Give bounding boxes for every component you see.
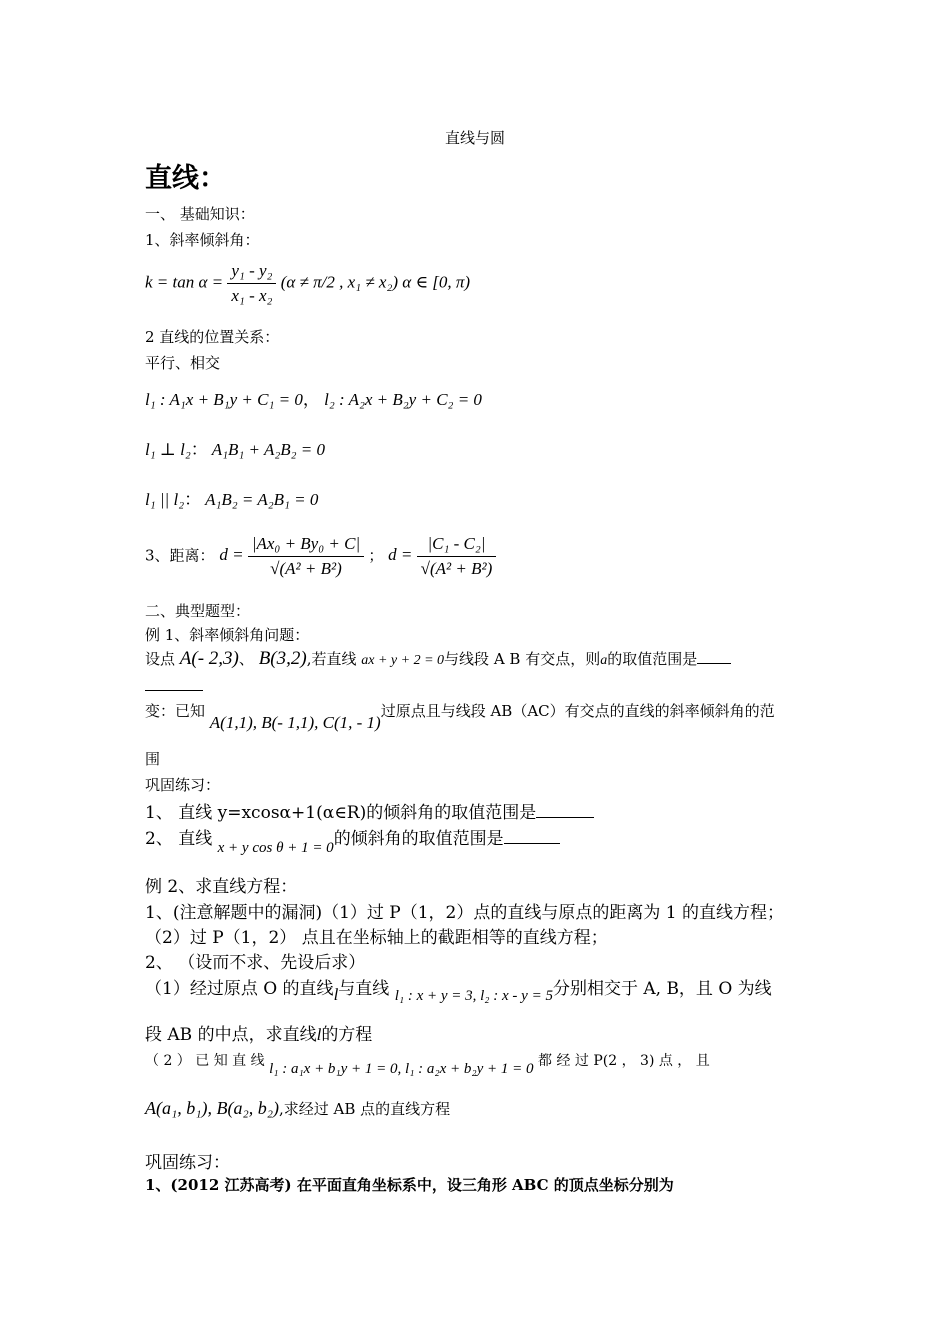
slope-fraction — [227, 260, 276, 307]
line-equations — [145, 385, 482, 410]
var-a: 变：已知 — [145, 702, 206, 720]
example2-q2: 2、 （设而不求、先设后求） — [145, 953, 366, 973]
ex1-a: 设点 — [145, 650, 176, 668]
distance-fraction-2 — [417, 533, 497, 580]
ex2-2a-c: 分别相交于 A, B，且 O 为线 — [552, 979, 772, 999]
position-title: 2 直线的位置关系： — [145, 328, 280, 346]
practice1-q2-b: 的倾斜角的取值范围是 — [333, 829, 504, 849]
practice2-title: 巩固练习： — [145, 1153, 230, 1173]
ex2-2b-points: A(a₁, b₁), B(a₂, b₂) — [145, 1098, 279, 1118]
basics-title: 一、 基础知识： — [145, 205, 255, 223]
ex2-2b-b: 都 经 过 P(2 ， 3) 点 ， 且 — [538, 1053, 710, 1069]
practice2-q1: 1、(2012 江苏高考) 在平面直角坐标系中，设三角形 ABC 的顶点坐标分别为 — [145, 1176, 674, 1194]
distance-lhs-2: d = — [388, 545, 413, 565]
answer-blank-continued — [145, 690, 203, 691]
parallel-condition — [145, 485, 318, 510]
slope-condition: (α ≠ π/2 , x₁ ≠ x₂) — [280, 272, 399, 292]
ex2-2a-d: 段 AB 的中点，求直线 — [145, 1025, 317, 1045]
ex1-c: 与线段 A B 有交点，则 — [444, 650, 601, 668]
distance-formula-parallel — [388, 534, 496, 578]
ex1-sep: 、 — [238, 650, 254, 668]
practice1-q1-text: 1、 直线 y=xcosα+1(α∈R)的倾斜角的取值范围是 — [145, 803, 537, 823]
slope-lhs: k = tan α = — [145, 272, 224, 292]
slope-numerator: y₁ - y₂ — [227, 260, 276, 284]
slope-range: α ∈ [0, π) — [402, 272, 471, 292]
example2-q1-part2: （2）过 P（1，2） 点且在坐标轴上的截距相等的直线方程； — [145, 928, 608, 948]
answer-blank — [697, 663, 731, 664]
typical-problems-title: 二、典型题型： — [145, 602, 251, 620]
ex2-2a-b: 与直线 — [338, 979, 390, 999]
line-l: l — [316, 1025, 322, 1044]
line-equation: ax + y + 2 = 0 — [361, 653, 445, 668]
example2-q2-part1-end — [145, 1020, 372, 1045]
perpendicular-lhs: l₁ ⊥ l₂ — [145, 440, 191, 459]
distance-denominator: √(A² + B²) — [270, 559, 342, 578]
line-l1-equation: l₁ : A₁x + B₁y + C₁ = 0 — [145, 390, 303, 409]
ex1-b: ,若直线 — [306, 650, 357, 668]
colon: ： — [184, 490, 202, 509]
example2-q2-part2-end — [145, 1098, 450, 1119]
practice1-title: 巩固练习： — [145, 776, 221, 794]
ex2-2b-formula: l₁ : a₁x + b₁y + 1 = 0, l₁ : a₂x + b₂y + 1 = 0 — [269, 1061, 534, 1077]
variation-points: A(1,1), B(- 1,1), C(1, - 1) — [209, 713, 381, 732]
variation-text-end: 围 — [145, 750, 161, 768]
distance-lhs: d = — [219, 545, 244, 565]
point-a: A(- 2,3) — [179, 648, 239, 669]
answer-blank — [536, 817, 594, 818]
ex2-2a-e: 的方程 — [321, 1025, 373, 1045]
line-l2-equation: l₂ : A₂x + B₂y + C₂ = 0 — [324, 390, 482, 409]
example2-q2-part1 — [145, 974, 772, 1004]
variation-text — [145, 700, 775, 732]
semicolon: ； — [368, 546, 384, 565]
distance-numerator-2: |C₁ - C₂| — [417, 533, 497, 557]
example2-title: 例 2、求直线方程： — [145, 877, 298, 897]
slope-formula — [145, 260, 470, 307]
distance-numerator: |Ax₀ + By₀ + C| — [248, 533, 364, 557]
position-subtitle: 平行、相交 — [145, 354, 221, 372]
distance-fraction — [248, 533, 364, 580]
practice1-q2 — [145, 824, 560, 856]
line-l: l — [333, 985, 339, 1004]
slope-denominator: x₁ - x₂ — [231, 286, 273, 305]
parallel-rhs: A₁B₂ = A₂B₁ = 0 — [205, 490, 319, 509]
ex2-2a-formula: l₁ : x + y = 3, l₂ : x - y = 5 — [394, 988, 553, 1004]
slope-title: 1、斜率倾斜角： — [145, 231, 260, 249]
var-b: 过原点且与线段 AB（AC）有交点的直线的斜率倾斜角的范 — [380, 702, 775, 720]
answer-blank — [504, 843, 560, 844]
practice1-q2-formula: x + y cos θ + 1 = 0 — [217, 840, 334, 856]
ex2-2b-c: ,求经过 AB 点的直线方程 — [279, 1100, 451, 1118]
distance-formula-point — [219, 534, 368, 578]
document-title: 直线与圆 — [444, 129, 505, 147]
comma-separator: ， — [302, 390, 320, 409]
section-heading: 直线： — [145, 163, 226, 194]
example1-title: 例 1、斜率倾斜角问题： — [145, 626, 310, 644]
perpendicular-condition — [145, 435, 325, 460]
ex1-d: 的取值范围是 — [607, 650, 698, 668]
point-b: B(3,2) — [258, 648, 307, 669]
variable-a: a — [600, 653, 608, 668]
example2-q1: 1、(注意解题中的漏洞)（1）过 P（1，2）点的直线与原点的距离为 1 的直线方程； — [145, 903, 784, 923]
practice1-q2-a: 2、 直线 — [145, 829, 213, 849]
distance-title: 3、距离： — [145, 546, 215, 565]
example1-text — [145, 648, 731, 670]
ex2-2a-a: （1）经过原点 O 的直线 — [145, 979, 334, 999]
colon: ： — [190, 440, 208, 459]
parallel-lhs: l₁ || l₂ — [145, 490, 185, 509]
practice1-q1 — [145, 798, 594, 823]
perpendicular-rhs: A₁B₁ + A₂B₂ = 0 — [211, 440, 326, 459]
example2-q2-part2 — [145, 1050, 710, 1077]
distance-denominator-2: √(A² + B²) — [420, 559, 493, 578]
distance-row — [145, 533, 496, 580]
ex2-2b-a: （ 2 ） 已 知 直 线 — [145, 1053, 265, 1069]
